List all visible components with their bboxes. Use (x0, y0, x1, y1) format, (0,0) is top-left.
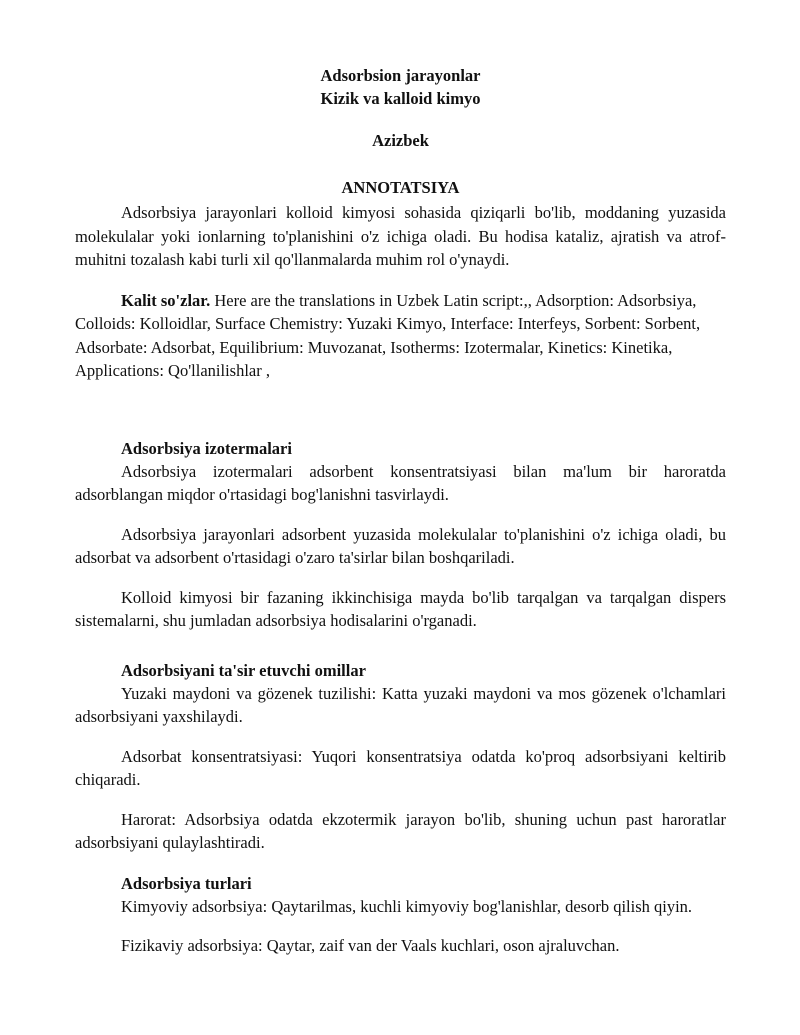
abstract-paragraph: Adsorbsiya jarayonlari kolloid kimyosi sohasida qiziqarli bo'lib, moddaning yuzasida molekulalar yoki ionlarning to'planishini o'z ichiga oladi. Bu hodisa kataliz, ajratish va atrof-muhitni tozalash kabi turli xil qo'llanmalarda muhim rol o'ynaydi. (75, 203, 726, 269)
section-paragraph: Fizikaviy adsorbsiya: Qaytar, zaif van der Vaals kuchlari, oson ajraluvchan. (121, 936, 620, 955)
section-heading: Adsorbsiyani ta'sir etuvchi omillar (121, 660, 366, 680)
section-paragraph: Kolloid kimyosi bir fazaning ikkinchisiga mayda bo'lib tarqalgan va tarqalgan dispers sistemalarni, shu jumladan adsorbsiya hodisalarini o'rganadi. (75, 587, 726, 630)
annotation-heading: ANNOTATSIYA (341, 178, 460, 197)
keywords-paragraph (75, 289, 726, 383)
keywords-label: Kalit so'zlar. (121, 290, 211, 310)
section-paragraph: Kimyoviy adsorbsiya: Qaytarilmas, kuchli kimyoviy bog'lanishlar, desorb qilish qiyin. (121, 896, 693, 916)
section-paragraph: Adsorbsiya jarayonlari adsorbent yuzasida molekulalar to'planishini o'z ichiga oladi, bu adsorbat va adsorbent o'rtasidagi o'zaro ta'sirlar bilan boshqariladi. (75, 524, 726, 567)
document-page (75, 64, 726, 974)
title-block (75, 64, 726, 110)
section-heading: Adsorbsiya turlari (121, 873, 252, 893)
keywords-text: Here are the translations in Uzbek Latin script:,, Adsorption: Adsorbsiya, Colloids: Kolloidlar, Surface Chemistry: Yuzaki Kimyo, Interface: Interfeys, Sorbent: Sorbent, Adsorbate: Adsorbat, Equilibrium: Muvozanat, Isotherms: Izotermalar, Kinetics: Kinetika, Applications: Qo'llanilishlar , (75, 290, 701, 380)
section-paragraph: Adsorbsiya izotermalari adsorbent konsentratsiyasi bilan ma'lum bir haroratda adsorblangan miqdor o'rtasidagi bog'lanishni tasvirlaydi. (75, 461, 726, 504)
section-paragraph: Harorat: Adsorbsiya odatda ekzotermik jarayon bo'lib, shuning uchun past haroratlar adsorbsiyani qulaylashtiradi. (75, 809, 726, 852)
section-paragraph: Yuzaki maydoni va gözenek tuzilishi: Katta yuzaki maydoni va mos gözenek o'lchamlari adsorbsiyani yaxshilaydi. (75, 683, 726, 726)
section-paragraph: Adsorbat konsentratsiyasi: Yuqori konsentratsiya odatda ko'proq adsorbsiyani keltirib chiqaradi. (75, 746, 726, 789)
document-subtitle: Kizik va kalloid kimyo (320, 89, 481, 108)
section-heading: Adsorbsiya izotermalari (121, 438, 292, 458)
document-title: Adsorbsion jarayonlar (320, 66, 481, 85)
author-name: Azizbek (372, 131, 429, 150)
